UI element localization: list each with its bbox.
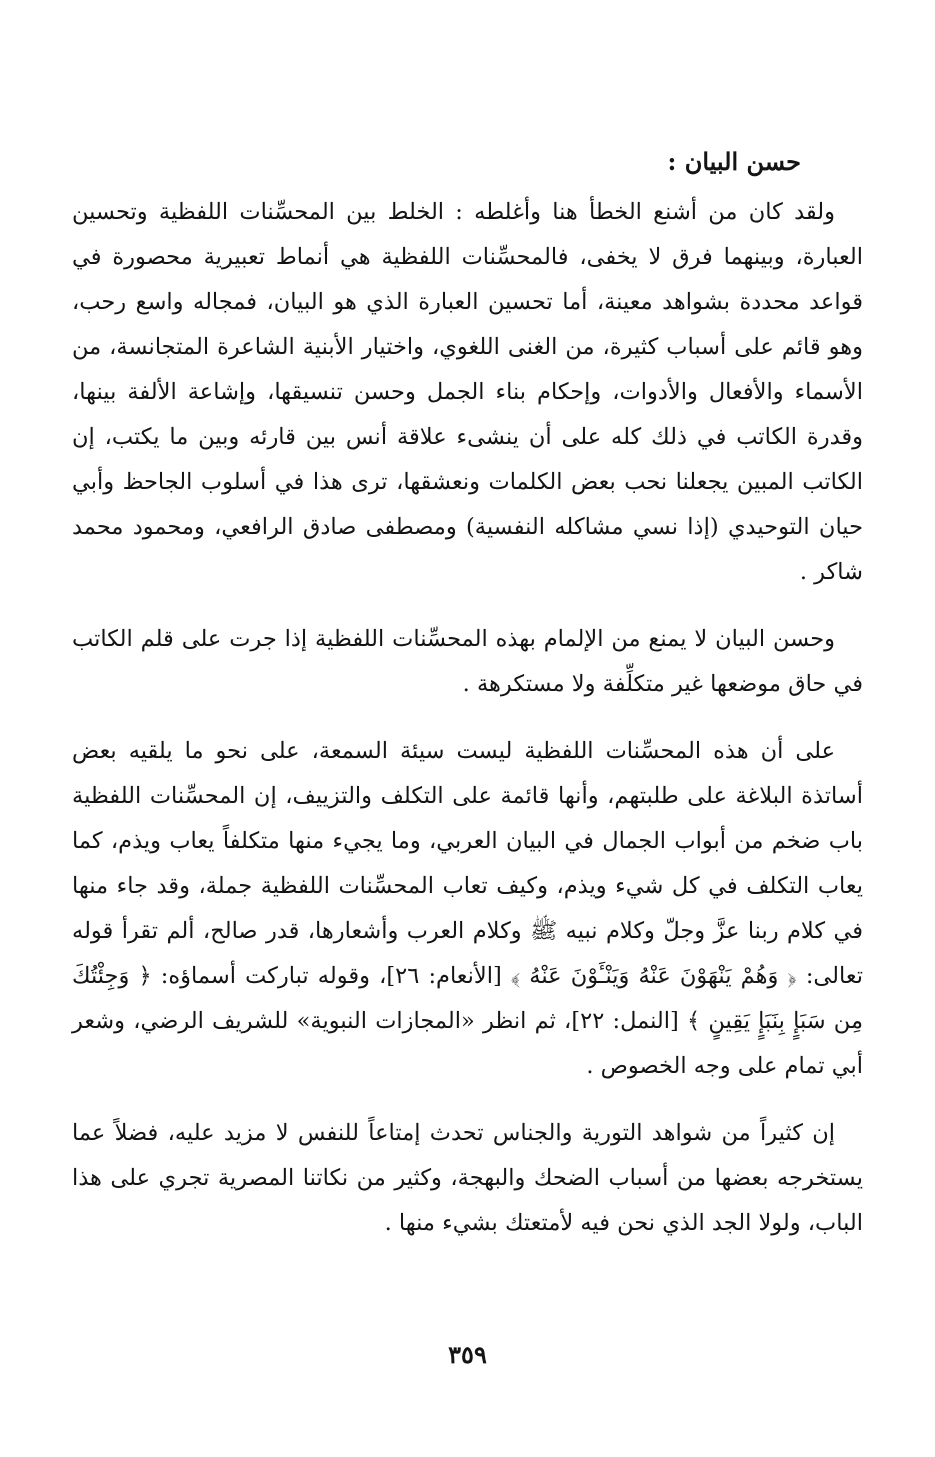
paragraph-gap — [72, 1089, 863, 1111]
paragraph-gap — [72, 707, 863, 729]
page-number: ٣٥٩ — [448, 1340, 487, 1369]
paragraph-bayan-allows: وحسن البيان لا يمنع من الإلمام بهذه المحسِّنات اللفظية إذا جرت على قلم الكاتب في حاق موضعها غير متكلِّفة ولا مستكرهة . — [72, 626, 863, 697]
paragraph-tawriya-jinas: إن كثيراً من شواهد التورية والجناس تحدث إمتاعاً للنفس لا مزيد عليه، فضلاً عما يستخرجه بعضها من أسباب الضحك والبهجة، وكثير من نكاتنا المصرية تجري على هذا الباب، ولولا الجد الذي نحن فيه لأمتعتك بشيء منها . — [72, 1120, 863, 1236]
section-heading: حسن البيان : — [667, 147, 801, 176]
paragraph-gap — [72, 595, 863, 617]
paragraph-lafziya-vs-bayan: ولقد كان من أشنع الخطأ هنا وأغلطه : الخلط بين المحسِّنات اللفظية وتحسين العبارة، وبينهما فرق لا يخفى، فالمحسِّنات اللفظية هي أنماط تعبيرية محصورة في قواعد محددة بشواهد معينة، أما تحسين العبارة الذي هو البيان، فمجاله واسع رحب، وهو قائم على أسباب كثيرة، من الغنى اللغوي، واختيار الأبنية الشاعرة المتجانسة، من الأسماء والأفعال والأدوات، وإحكام بناء الجمل وحسن تنسيقها، وإشاعة الألفة بينها، وقدرة الكاتب في ذلك كله على أن ينشىء علاقة أنس بين قارئه وبين ما يكتب، إن الكاتب المبين يجعلنا نحب بعض الكلمات ونعشقها، ترى هذا في أسلوب الجاحظ وأبي حيان التوحيدي (إذا نسي مشاكله النفسية) ومصطفى صادق الرافعي، ومحمود محمد شاكر . — [72, 199, 863, 585]
page-body — [72, 128, 863, 1337]
paragraph-not-bad-reputation: على أن هذه المحسِّنات اللفظية ليست سيئة السمعة، على نحو ما يلقيه بعض أساتذة البلاغة على طلبتهم، وأنها قائمة على التكلف والتزييف، إن المحسِّنات اللفظية باب ضخم من أبواب الجمال في البيان العربي، وما يجيء منها متكلفاً يعاب ويذم، كما يعاب التكلف في كل شيء ويذم، وكيف تعاب المحسِّنات اللفظية جملة، وقد جاء منها في كلام ربنا عزَّ وجلّ وكلام نبيه ﷺ وكلام العرب وأشعارها، قدر صالح، ألم تقرأ قوله تعالى: ﴿ وَهُمْ يَنْهَوْنَ عَنْهُ وَيَنْـَٔوْنَ عَنْهُ ﴾ [الأنعام: ٢٦]، وقوله تباركت أسماؤه: ﴿ وَجِئْتُكَ مِن سَبَإٍ بِنَبَإٍ يَقِينٍ ﴾ [النمل: ٢٢]، ثم انظر «المجازات النبوية» للشريف الرضي، وشعر أبي تمام على وجه الخصوص . — [72, 738, 863, 1079]
